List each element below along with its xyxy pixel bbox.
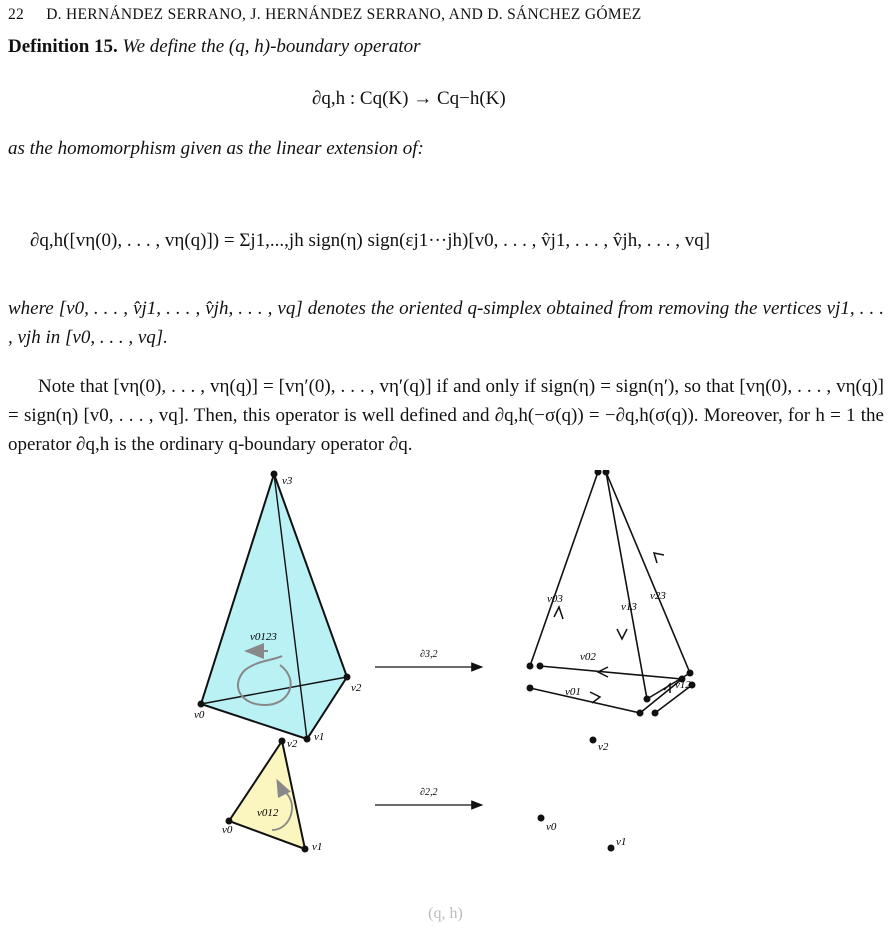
tetra-face-label: v0123 xyxy=(250,631,277,643)
author-line: D. HERNÁNDEZ SERRANO, J. HERNÁNDEZ SERRANO, AND D. SÁNCHEZ GÓMEZ xyxy=(46,6,642,23)
definition-heading xyxy=(8,36,421,58)
boundary-map-text: ∂q,h : Cq(K) → Cq−h(K) xyxy=(312,88,506,109)
boundary-figure xyxy=(0,470,891,900)
page-number: 22 xyxy=(8,6,25,23)
edge-v02-label: v02 xyxy=(580,651,596,663)
boundary-graph xyxy=(527,470,696,717)
caption-fragment-text: (q, h) xyxy=(428,905,463,922)
definition-label: Definition 15. xyxy=(8,36,118,57)
tri-v0-label: v0 xyxy=(222,824,233,836)
operator-3-2-label: ∂3,2 xyxy=(420,649,438,660)
main-formula-text: ∂q,h([vη(0), . . . , vη(q)]) = Σj1,...,jh sign(η) sign(εj1···jh)[v0, . . . , v̂j1, . . . , v̂jh, . . . , vq] xyxy=(30,230,711,251)
tri-v1-label: v1 xyxy=(312,841,323,853)
edge-v23-label: v23 xyxy=(650,590,666,602)
definition-intro: We define the (q, h)-boundary operator xyxy=(122,36,421,57)
boundary-map xyxy=(312,88,506,110)
main-formula xyxy=(30,230,710,252)
tetra-v3-label: v3 xyxy=(282,475,293,487)
operator-arrow-3-2 xyxy=(375,649,482,667)
pt-v0-label: v0 xyxy=(546,821,557,833)
where-paragraph xyxy=(8,294,884,352)
figure-caption-fragment xyxy=(0,905,891,923)
edge-v13-label: v13 xyxy=(621,601,637,613)
triangle xyxy=(222,738,322,854)
operator-arrow-2-2 xyxy=(375,787,482,805)
where-text: where [v0, . . . , v̂j1, . . . , v̂jh, . . . , vq] denotes the oriented q-simplex obtained from removing the vertices vj1, . . . , vjh in [v0, . . . , vq]. xyxy=(8,298,884,348)
edge-v03-label: v03 xyxy=(547,593,563,605)
note-paragraph xyxy=(8,372,884,459)
tetrahedron xyxy=(194,471,362,744)
definition-after xyxy=(8,138,424,160)
note-text: Note that [vη(0), . . . , vη(q)] = [vη′(0), . . . , vη′(q)] if and only if sign(η) = sign(η′), so that [vη(0), . . . , vη(q)] = sign(η) [v0, . . . , vq]. Then, this operator is well defined and ∂q,h(−σ(q)) = −∂q,h(σ(q)). Moreover, for h = 1 the operator ∂q,h is the ordinary q-boundary operator ∂q. xyxy=(8,376,884,455)
edge-v12-label: v12 xyxy=(675,679,691,691)
pt-v2-label: v2 xyxy=(598,741,609,753)
tri-face-label: v012 xyxy=(257,807,279,819)
pt-v1-label: v1 xyxy=(616,836,627,848)
operator-2-2-label: ∂2,2 xyxy=(420,787,438,798)
tetra-v0-label: v0 xyxy=(194,709,205,721)
tri-v2-label: v2 xyxy=(287,738,298,750)
edge-v01-label: v01 xyxy=(565,686,581,698)
tetra-v1-label: v1 xyxy=(314,731,325,743)
vertex-points xyxy=(538,737,627,852)
running-header xyxy=(8,6,641,24)
tetra-v2-label: v2 xyxy=(351,682,362,694)
definition-after-text: as the homomorphism given as the linear extension of: xyxy=(8,138,424,159)
